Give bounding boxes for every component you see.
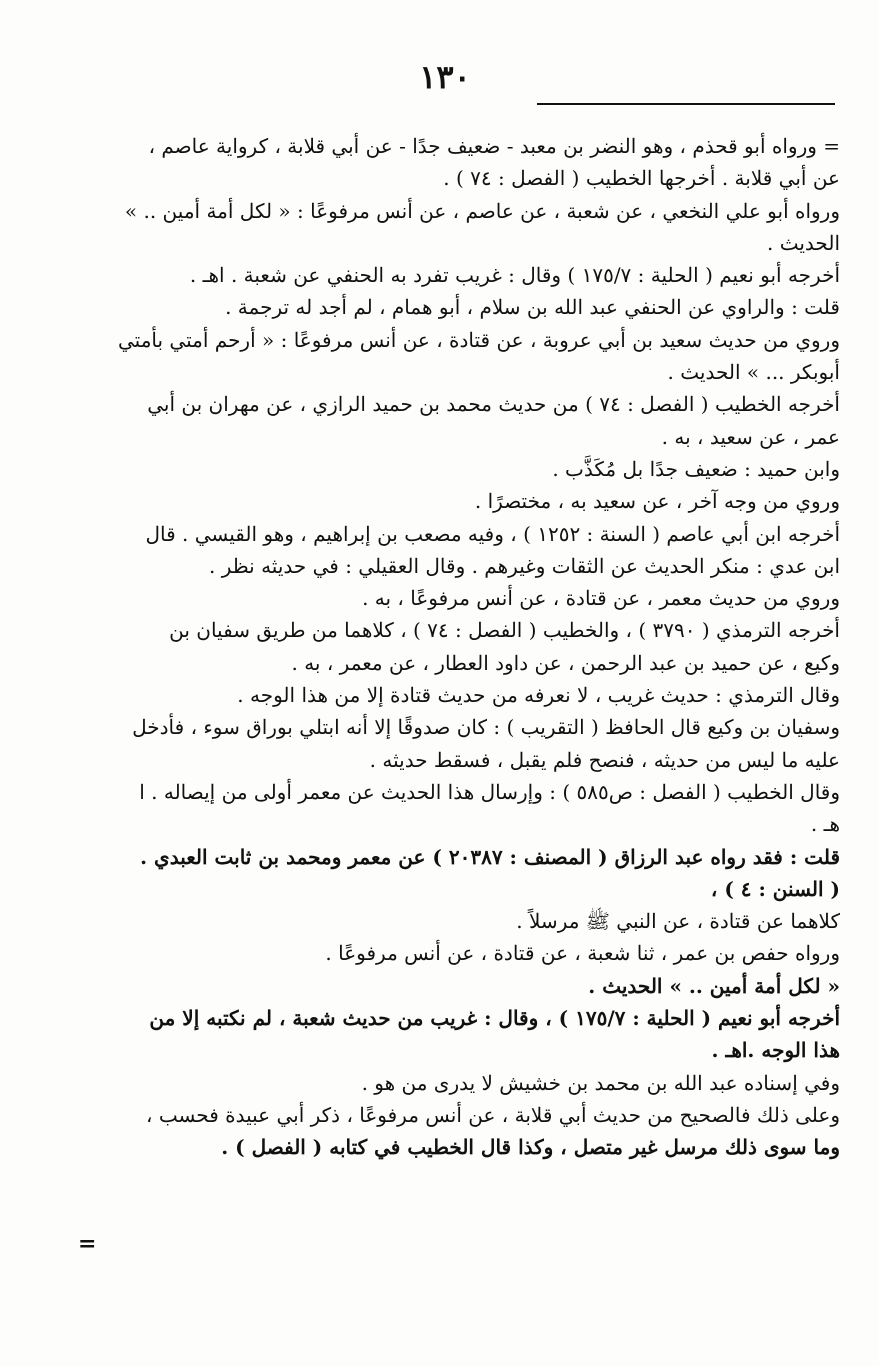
text-line: أخرجه الخطيب ( الفصل : ٧٤ ) من حديث محمد بن حميد الرازي ، عن مهران بن أبي <box>147 392 840 417</box>
text-line: وكيع ، عن حميد بن عبد الرحمن ، عن داود العطار ، عن معمر ، به . <box>291 650 840 675</box>
text-line: أخرجه الترمذي ( ٣٧٩٠ ) ، والخطيب ( الفصل : ٧٤ ) ، كلاهما من طريق سفيان بن <box>169 618 840 643</box>
text-line: أبوبكر ... » الحديث . <box>667 360 840 385</box>
text-line: وقال الترمذي : حديث غريب ، لا نعرفه من حديث قتادة إلا من هذا الوجه . <box>237 683 840 708</box>
text-line: كلاهما عن قتادة ، عن النبي ﷺ مرسلاً . <box>516 909 840 934</box>
continuation-mark: = <box>78 1231 97 1257</box>
body-text <box>60 130 840 1164</box>
text-line: أخرجه أبو نعيم ( الحلية : ١٧٥/٧ ) وقال : غريب تفرد به الحنفي عن شعبة . اهـ . <box>189 263 840 288</box>
text-line: وابن حميد : ضعيف جدًا بل مُكَذَّب . <box>552 456 840 481</box>
text-line: وروي من حديث معمر ، عن قتادة ، عن أنس مرفوعًا ، به . <box>362 586 840 611</box>
text-line: ورواه حفص بن عمر ، ثنا شعبة ، عن قتادة ، عن أنس مرفوعًا . <box>325 941 840 966</box>
text-line: عن أبي قلابة . أخرجها الخطيب ( الفصل : ٧٤ ) . <box>443 166 840 191</box>
text-line: أخرجه أبو نعيم ( الحلية : ١٧٥/٧ ) ، وقال : غريب من حديث شعبة ، لم نكتبه إلا من <box>149 1006 840 1031</box>
text-line: ورواه أبو علي النخعي ، عن شعبة ، عن عاصم ، عن أنس مرفوعًا : « لكل أمة أمين .. » <box>124 198 840 223</box>
page-number: ١٣٠ <box>419 58 471 96</box>
text-line: = ورواه أبو قحذم ، وهو النضر بن معبد - ضعيف جدًا - عن أبي قلابة ، كرواية عاصم ، <box>148 134 840 158</box>
text-line: ( السنن : ٤ ) ، <box>710 876 840 901</box>
text-line: وفي إسناده عبد الله بن محمد بن خشيش لا يدرى من هو . <box>361 1070 840 1095</box>
text-line: قلت : فقد رواه عبد الرزاق ( المصنف : ٢٠٣٨٧ ) عن معمر ومحمد بن ثابت العبدي . <box>140 844 840 869</box>
text-line: قلت : والراوي عن الحنفي عبد الله بن سلام ، أبو همام ، لم أجد له ترجمة . <box>225 295 840 320</box>
text-line: وروي من وجه آخر ، عن سعيد به ، مختصرًا . <box>474 489 840 514</box>
text-line: هـ . <box>810 812 840 837</box>
text-line: ابن عدي : منكر الحديث عن الثقات وغيرهم . وقال العقيلي : في حديثه نظر . <box>208 553 840 578</box>
text-line: هذا الوجه .اهـ . <box>711 1038 840 1063</box>
text-line: وسفيان بن وكيع قال الحافظ ( التقريب ) : كان صدوقًا إلا أنه ابتلي بوراق سوء ، فأدخل <box>132 715 840 740</box>
text-line: الحديث . <box>767 230 840 255</box>
text-line: وقال الخطيب ( الفصل : ص٥٨٥ ) : وإرسال هذا الحديث عن معمر أولى من إيصاله . ا <box>139 779 840 804</box>
text-line: وما سوى ذلك مرسل غير متصل ، وكذا قال الخطيب في كتابه ( الفصل ) . <box>221 1135 840 1160</box>
text-line: « لكل أمة أمين .. » الحديث . <box>588 973 840 998</box>
text-line: عمر ، عن سعيد ، به . <box>661 424 840 449</box>
header-rule <box>537 103 835 105</box>
text-line: وروي من حديث سعيد بن أبي عروبة ، عن قتادة ، عن أنس مرفوعًا : « أرحم أمتي بأمتي <box>117 327 840 352</box>
text-line: وعلى ذلك فالصحيح من حديث أبي قلابة ، عن أنس مرفوعًا ، ذكر أبي عبيدة فحسب ، <box>146 1102 840 1127</box>
text-line: عليه ما ليس من حديثه ، فنصح فلم يقبل ، فسقط حديثه . <box>369 747 840 772</box>
text-line: أخرجه ابن أبي عاصم ( السنة : ١٢٥٢ ) ، وفيه مصعب بن إبراهيم ، وهو القيسي . قال <box>145 521 840 546</box>
